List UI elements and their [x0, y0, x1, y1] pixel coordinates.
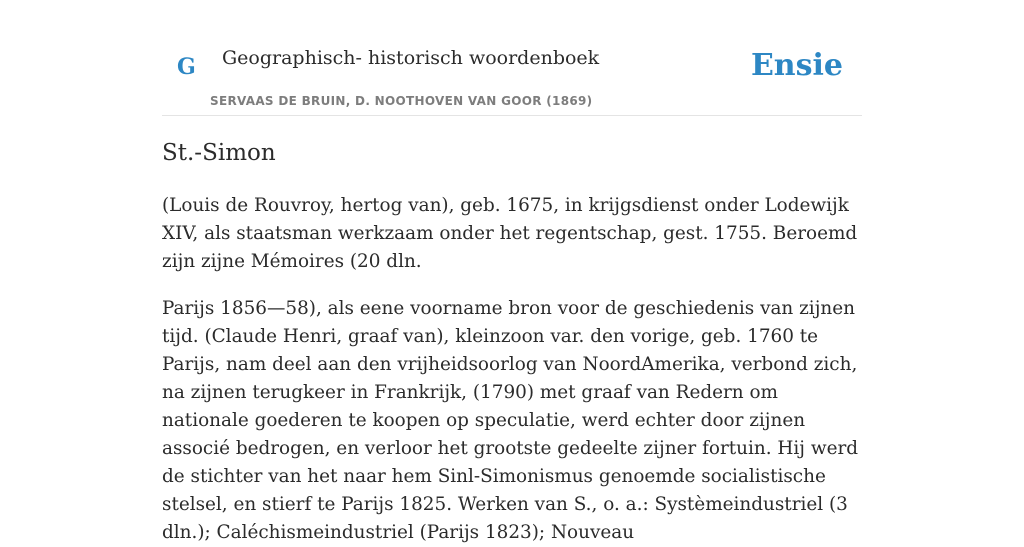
source-author: SERVAAS DE BRUIN, D. NOOTHOVEN VAN GOOR (1869) — [210, 94, 593, 108]
source-book-title[interactable]: Geographisch- historisch woordenboek — [222, 47, 600, 69]
article-page — [162, 0, 862, 543]
source-logo-icon[interactable]: G — [177, 54, 196, 80]
entry-title: St.-Simon — [162, 140, 276, 166]
ensie-logo[interactable]: Ensie — [750, 48, 843, 83]
entry-paragraph: Parijs 1856—58), als eene voorname bron voor de geschiedenis van zijnen tijd. (Claude Henri, graaf van), kleinzoon var. den vorige, geb. 1760 te Parijs, nam deel aan den vrijheidsoorlog van NoordAmerika, verbond zich, na zijnen terugkeer in Frankrijk, (1790) met graaf van Redern om nationale goederen te koopen op speculatie, werd echter door zijnen associé bedrogen, en verloor het grootste gedeelte zijner fortuin. Hij werd de stichter van het naar hem Sinl-Simonismus genoemde socialistische stelsel, en stierf te Parijs 1825. Werken van S., o. a.: Systèmeindustriel (3 dln.); Caléchismeindustriel (Parijs 1823); Nouveau — [162, 298, 859, 543]
source-header — [162, 0, 862, 116]
entry-paragraph: (Louis de Rouvroy, hertog van), geb. 1675, in krijgsdienst onder Lodewijk XIV, als staatsman werkzaam onder het regentschap, gest. 1755. Beroemd zijn zijne Mémoires (20 dln. — [162, 195, 858, 272]
